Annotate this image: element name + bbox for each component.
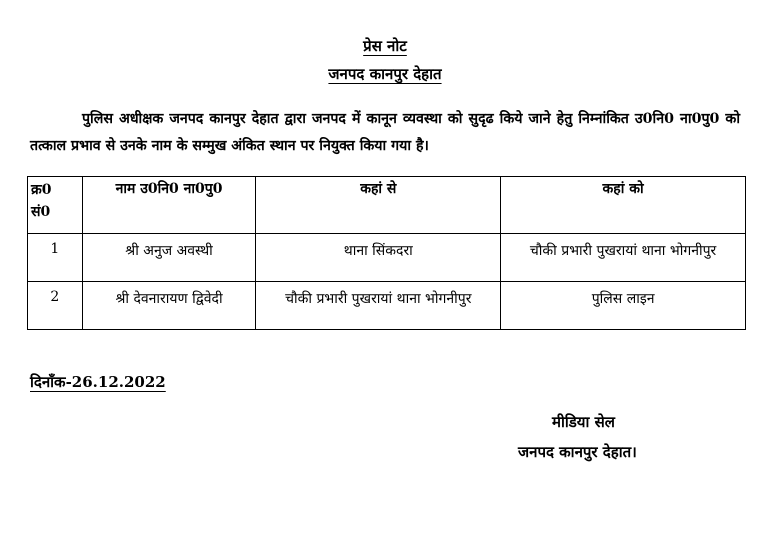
document-subtitle-text: जनपद कानपुर देहात (328, 65, 442, 83)
document-date: दिनाँक-26.12.2022 (30, 373, 166, 391)
header-to: कहां को (501, 177, 746, 234)
row-serial: 2 (28, 282, 83, 330)
row-to: पुलिस लाइन (501, 282, 746, 330)
row-from: थाना सिंकदरा (256, 234, 501, 282)
row-name: श्री देवनारायण द्विवेदी (82, 282, 256, 330)
header-serial-line2: सं0 (31, 204, 51, 220)
header-serial-line1: क्र0 (31, 182, 52, 198)
header-name: नाम उ0नि0 ना0पु0 (82, 177, 256, 234)
table-row (28, 234, 746, 282)
signature-line1: मीडिया सेल (552, 413, 615, 431)
document-subtitle (0, 64, 770, 84)
table-header-row (28, 177, 746, 234)
document-title (0, 36, 770, 56)
row-serial: 1 (28, 234, 83, 282)
document-title-text: प्रेस नोट (363, 37, 407, 55)
body-paragraph (30, 106, 740, 160)
row-name: श्री अनुज अवस्थी (82, 234, 256, 282)
signature-line2: जनपद कानपुर देहात। (518, 443, 637, 461)
body-paragraph-text: पुलिस अधीक्षक जनपद कानपुर देहात द्वारा जनपद में कानून व्यवस्था को सुदृढ किये जाने हेतु निम्नांकित उ0नि0 ना0पु0 को तत्काल प्रभाव से उनके नाम के सम्मुख अंकित स्थान पर नियुक्त किया गया है। (30, 111, 740, 154)
row-to: चौकी प्रभारी पुखरायां थाना भोगनीपुर (501, 234, 746, 282)
header-serial (28, 177, 83, 234)
table-row (28, 282, 746, 330)
header-from: कहां से (256, 177, 501, 234)
row-from: चौकी प्रभारी पुखरायां थाना भोगनीपुर (256, 282, 501, 330)
posting-table (27, 176, 746, 330)
